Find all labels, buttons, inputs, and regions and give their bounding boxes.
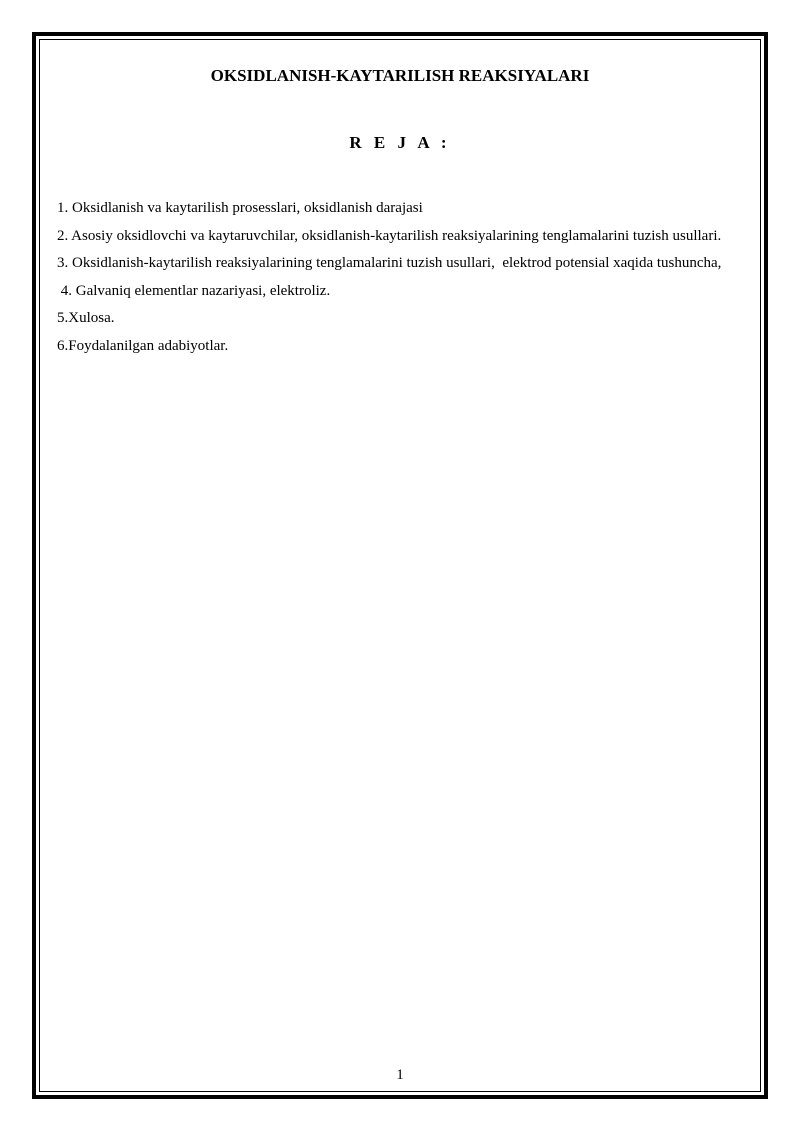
plan-heading: R E J A : <box>349 133 451 152</box>
plan-item-1: 1. Oksidlanish va kaytarilish prosesslari, oksidlanish darajasi <box>57 200 423 216</box>
page-title: OKSIDLANISH-KAYTARILISH REAKSIYALARI <box>210 66 590 85</box>
plan-item-3: 3. Oksidlanish-kaytarilish reaksiyalarining tenglamalarini tuzish usullari, elektrod potensial xaqida tushuncha, <box>57 255 722 271</box>
plan-item-5: 5.Xulosa. <box>57 310 115 326</box>
plan-list <box>57 195 742 360</box>
plan-item-2: 2. Asosiy oksidlovchi va kaytaruvchilar, oksidlanish-kaytarilish reaksiyalarining tenglamalarini tuzish usullari. <box>57 227 722 244</box>
plan-item-6: 6.Foydalanilgan adabiyotlar. <box>57 337 229 354</box>
page-number: 1 <box>396 1067 404 1083</box>
plan-item-4: 4. Galvaniq elementlar nazariyasi, elektroliz. <box>57 282 331 299</box>
